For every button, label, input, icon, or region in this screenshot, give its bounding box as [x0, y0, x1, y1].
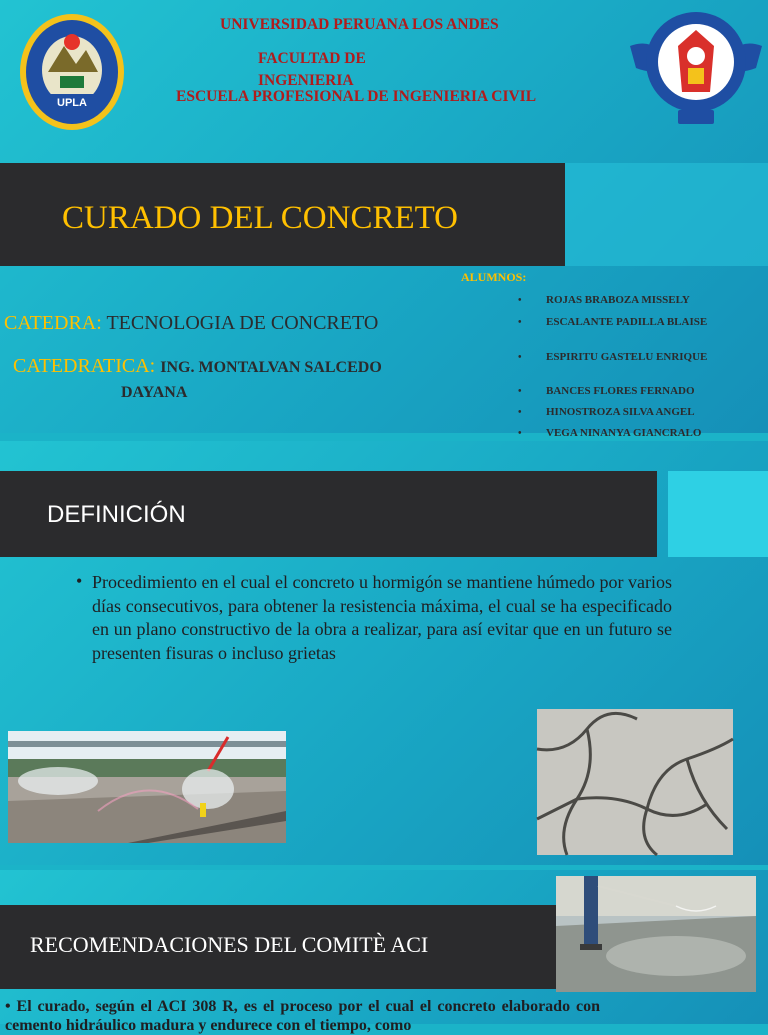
bullet-icon: •	[518, 295, 522, 306]
title-slide	[0, 0, 768, 439]
bullet-icon: •	[518, 352, 522, 363]
recommendations-slide	[0, 870, 768, 1034]
recommendations-title: RECOMENDACIONES DEL COMITÈ ACI	[30, 932, 429, 957]
student-name: ESCALANTE PADILLA BLAISE	[546, 316, 708, 328]
catedratica-label: CATEDRATICA:	[13, 355, 156, 377]
worker-curing-photo	[556, 876, 756, 992]
bullet-icon: •	[518, 407, 522, 418]
curing-spray-photo	[8, 731, 286, 843]
student-name: ROJAS BRABOZA MISSELY	[546, 294, 690, 306]
catedra-value: TECNOLOGIA DE CONCRETO	[106, 312, 379, 334]
student-name: ESPIRITU GASTELU ENRIQUE	[546, 351, 708, 363]
faculty-name: FACULTAD DE INGENIERIA	[258, 50, 366, 89]
bullet-icon: •	[76, 571, 83, 591]
university-name: UNIVERSIDAD PERUANA LOS ANDES	[220, 16, 499, 33]
catedra-line	[4, 312, 378, 335]
catedratica-value-line2: DAYANA	[121, 384, 188, 401]
student-item	[518, 406, 718, 419]
bullet-icon: •	[518, 386, 522, 397]
student-name: VEGA NINANYA GIANCRALO	[546, 427, 702, 439]
student-item	[518, 351, 718, 364]
title-accent-block	[565, 163, 768, 266]
catedra-label: CATEDRA:	[4, 312, 102, 334]
student-name: HINOSTROZA SILVA ANGEL	[546, 406, 695, 418]
student-item	[518, 316, 718, 329]
definition-text: Procedimiento en el cual el concreto u hormigón se mantiene húmedo por varios días consecutivos, para obtener la resistencia máxima, el cual se ha especificado en un plano constructivo de la obra a realizar, para así evitar que en un futuro se presenten fisuras o incluso grietas	[92, 572, 672, 663]
cracked-concrete-photo	[537, 709, 733, 855]
catedratica-value: ING. MONTALVAN SALCEDO	[160, 359, 382, 376]
upla-logo-left	[18, 12, 126, 132]
bullet-icon: •	[518, 428, 522, 439]
definition-title: DEFINICIÓN	[47, 501, 186, 528]
definition-accent-block	[668, 471, 768, 557]
upla-text: UPLA	[57, 97, 87, 109]
catedratica-line	[13, 355, 382, 378]
student-item	[518, 294, 718, 307]
student-item	[518, 385, 718, 398]
recommendations-text: • El curado, según el ACI 308 R, es el proceso por el cual el concreto elaborado con cemento hidráulico madura y endurece con el tiempo, como	[5, 998, 600, 1034]
student-item	[518, 427, 718, 440]
definition-slide	[0, 441, 768, 865]
bullet-icon: •	[518, 317, 522, 328]
school-name: ESCUELA PROFESIONAL DE INGENIERIA CIVIL	[176, 88, 537, 105]
student-name: BANCES FLORES FERNADO	[546, 385, 695, 397]
alumnos-label: ALUMNOS:	[461, 270, 527, 284]
upla-logo-right	[626, 6, 766, 131]
presentation-title: CURADO DEL CONCRETO	[62, 200, 459, 236]
